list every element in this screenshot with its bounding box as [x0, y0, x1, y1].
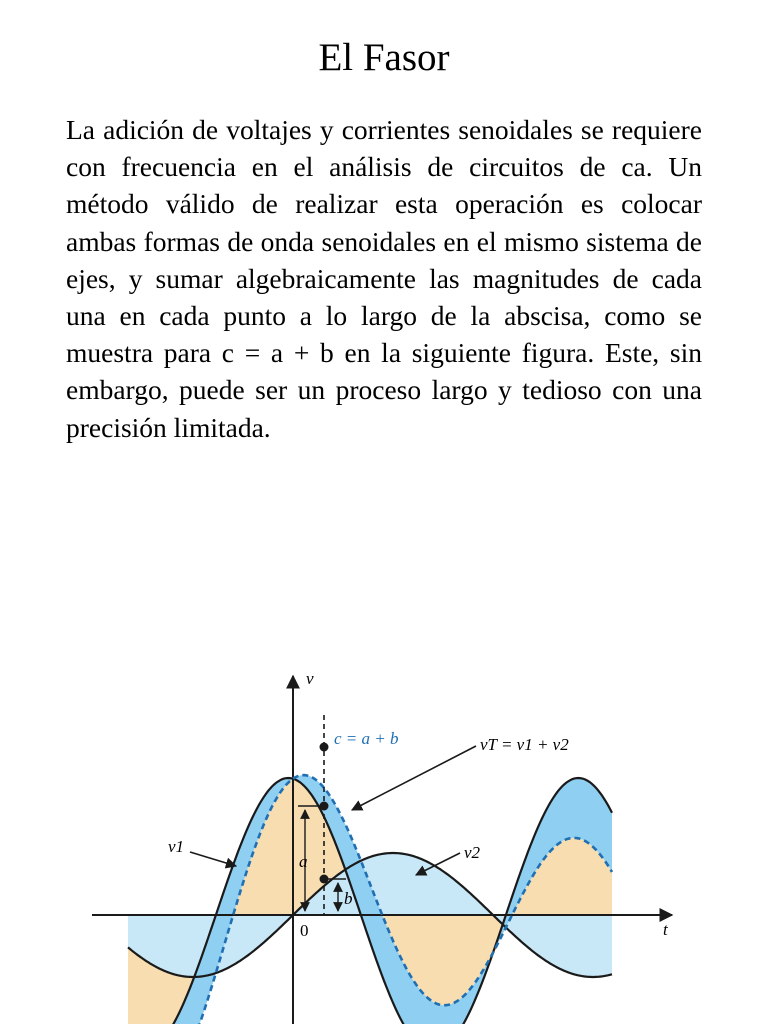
v2-label: v2: [464, 843, 481, 862]
v1-point: [320, 802, 329, 811]
v2-point: [320, 875, 329, 884]
v-axis-label: v: [306, 669, 314, 688]
sum-point: [320, 743, 329, 752]
origin-label: 0: [300, 921, 309, 940]
page-title: El Fasor: [318, 36, 450, 79]
v1-label: v1: [168, 837, 185, 856]
v1-leader-arrow: [190, 852, 236, 866]
t-axis-label: t: [663, 920, 668, 939]
a-label: a: [299, 852, 308, 871]
waveform-diagram: [0, 640, 768, 1024]
body-paragraph: La adición de voltajes y corrientes senoidales se requiere con frecuencia en el análisis de circuitos de ca. Un método válido de realizar esta operación es colocar ambas formas de onda senoidales en el mismo sistema de ejes, y sumar algebraicamente las magnitudes de cada una en cada punto a lo largo de la abscisa, como se muestra para c = a + b en la siguiente figura. Este, sin embargo, puede ser un proceso largo y tedioso con una precisión limitada.: [66, 114, 702, 443]
phasor-sum-figure: [0, 640, 768, 1024]
b-label: b: [344, 889, 353, 908]
vt-leader-arrow: [352, 746, 476, 810]
vt-label: vT = v1 + v2: [480, 735, 569, 754]
sum-point-label: c = a + b: [334, 729, 399, 748]
